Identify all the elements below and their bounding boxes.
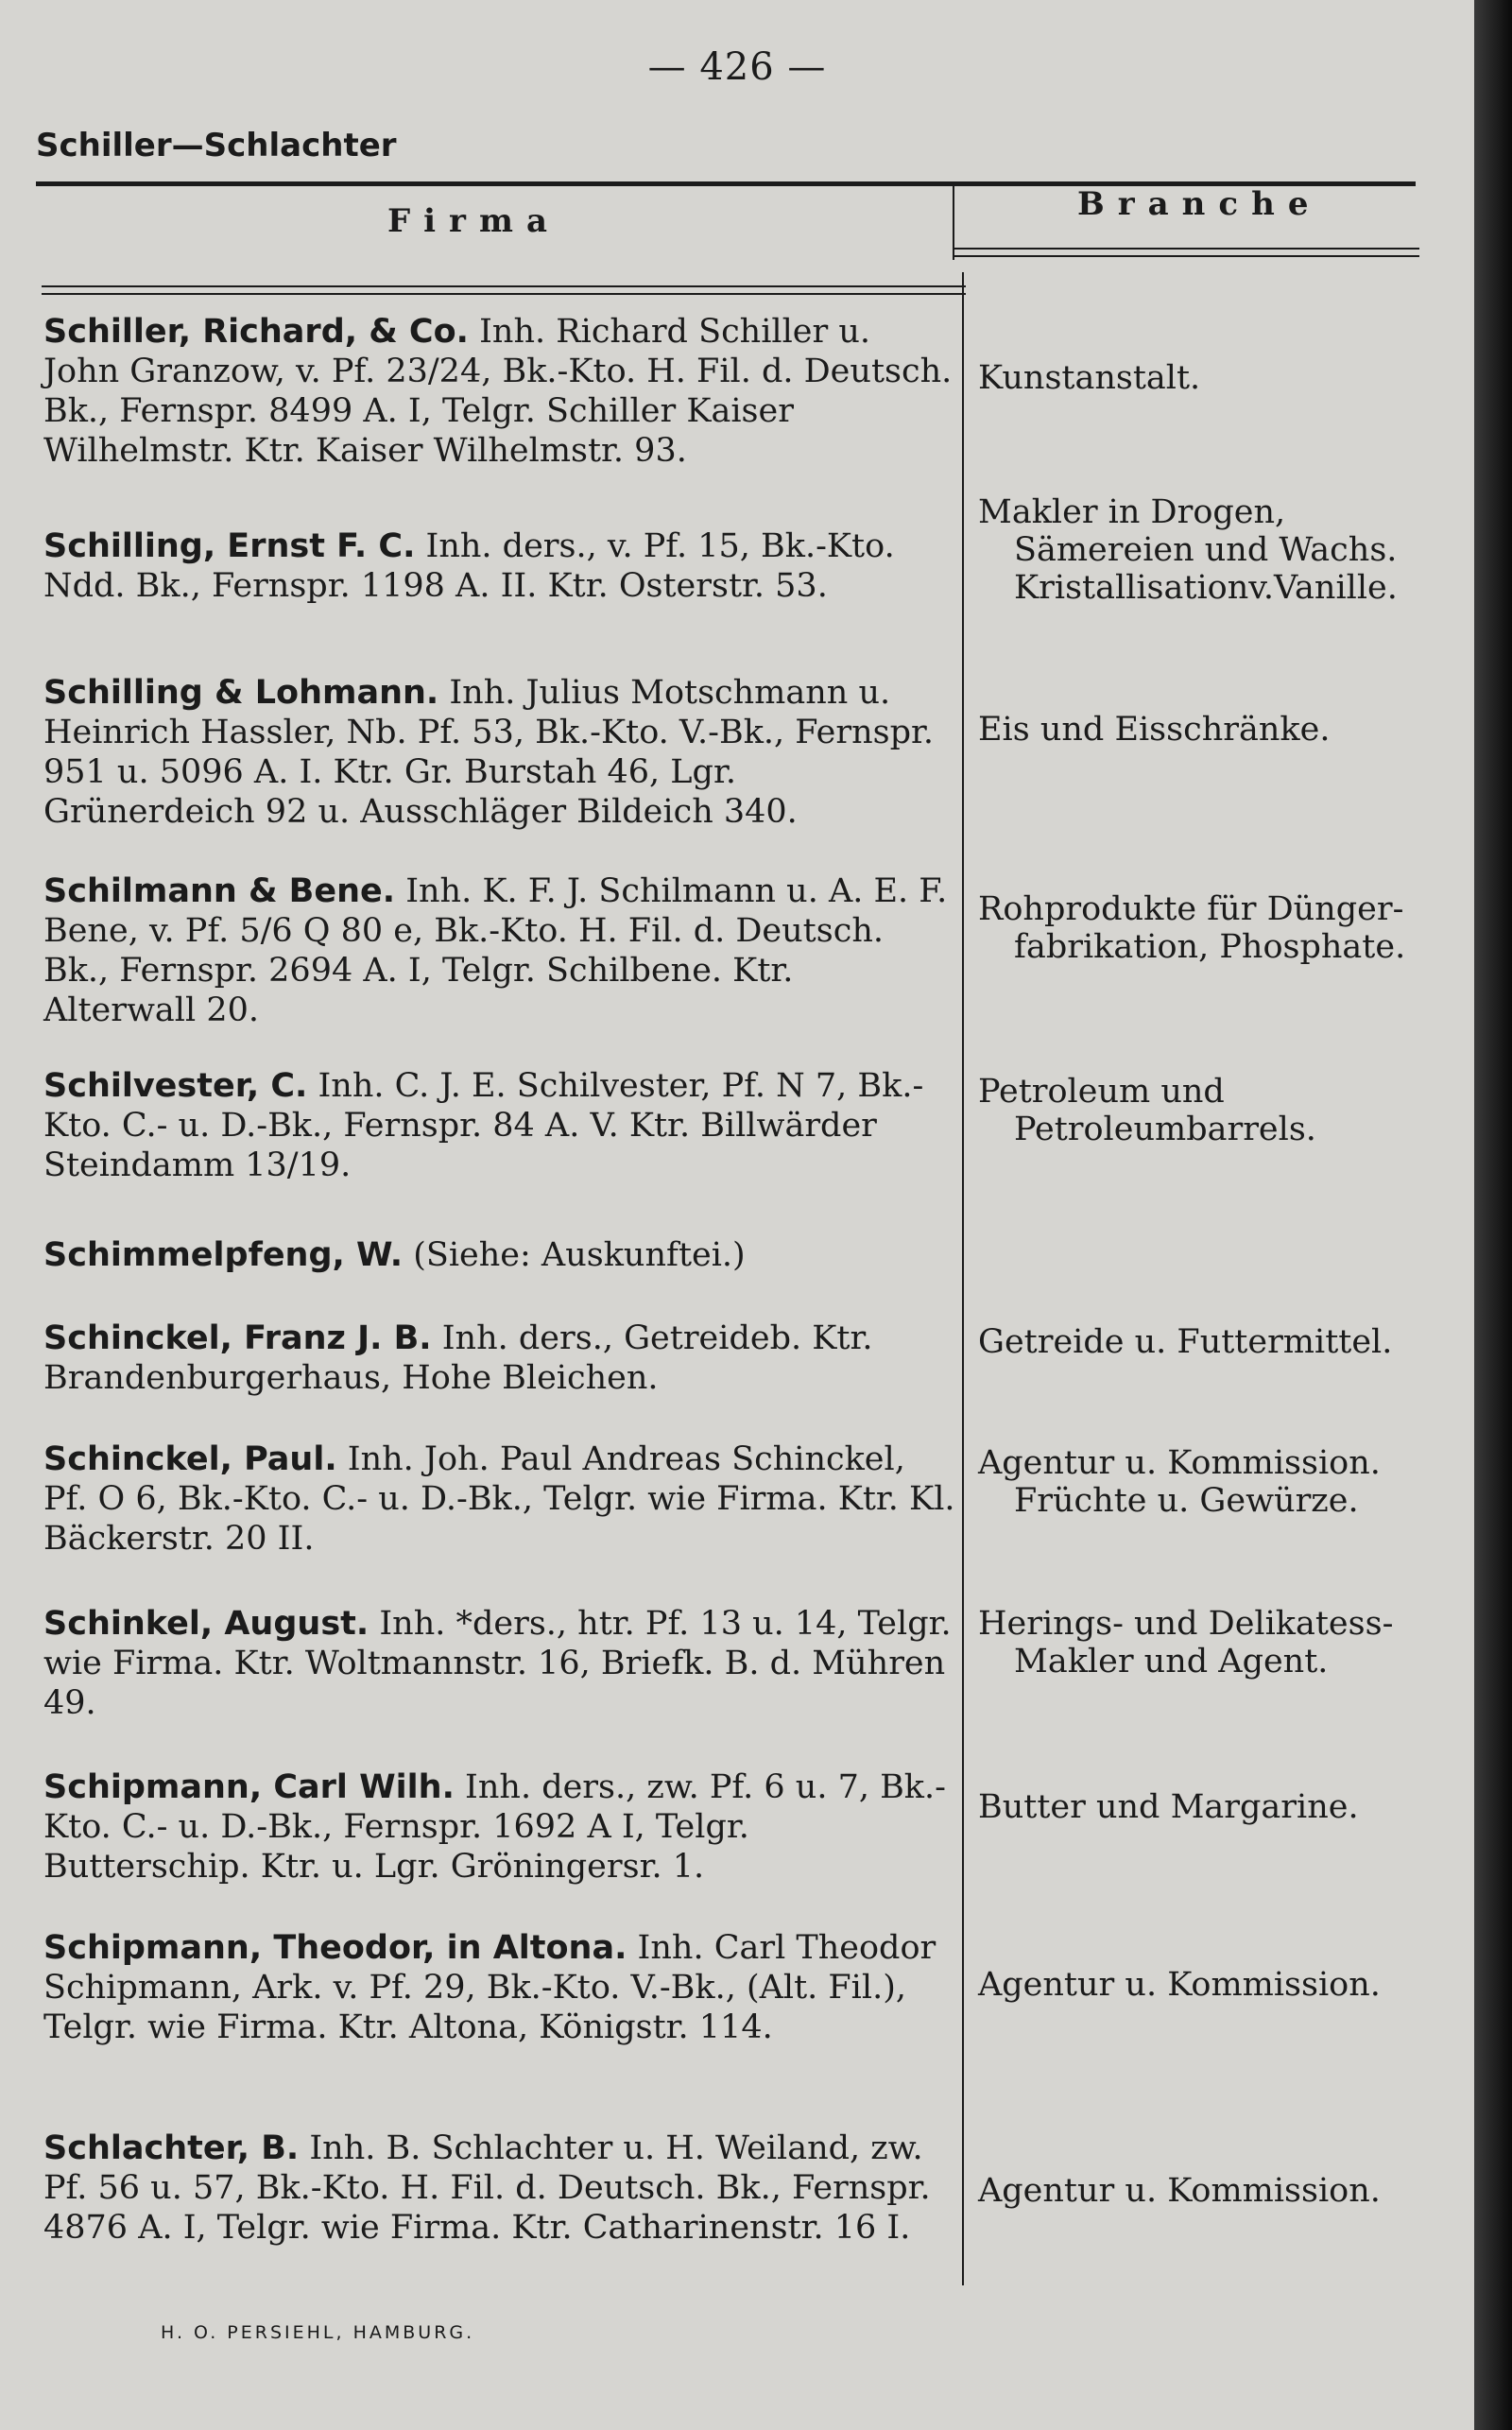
firm-name: Schipmann, Theodor, in Altona.	[43, 1929, 627, 1967]
printer-imprint: H. O. PERSIEHL, HAMBURG.	[161, 2322, 475, 2343]
firm-text	[43, 1235, 955, 1275]
branche-text	[978, 1323, 1460, 1361]
scan-edge-shadow	[1474, 0, 1512, 2430]
firm-name: Schilling & Lohmann.	[43, 674, 439, 712]
branche-line: Agentur u. Kommission.	[978, 1966, 1381, 2004]
firm-details: (Siehe: Auskunftei.)	[413, 1236, 746, 1274]
firm-text	[43, 871, 955, 1030]
header-double-rule-bottom	[953, 255, 1419, 257]
body-double-rule-bottom	[42, 293, 966, 295]
branche-line: Kristallisationv.Vanille.	[1014, 569, 1398, 607]
firm-details: Inh. ders., Getreideb. Ktr. Brandenburgerhaus, Hohe Bleichen.	[43, 1319, 873, 1397]
page-number: — 426 —	[647, 45, 827, 89]
column-head-branche: Branche	[1077, 185, 1322, 223]
branche-line: Herings- und Delikatess-	[978, 1605, 1394, 1643]
firm-text	[43, 1318, 955, 1398]
firm-text	[43, 526, 955, 606]
column-head-firma: Firma	[387, 202, 560, 240]
firm-text	[43, 2128, 955, 2248]
branche-line: Butter und Margarine.	[978, 1788, 1359, 1826]
firm-details: Inh. K. F. J. Schilmann u. A. E. F. Bene, v. Pf. 5/6 Q 80 e, Bk.-Kto. H. Fil. d. Deutsch. Bk., Fernspr. 2694 A. I, Telgr. Schilbene. Ktr. Alterwall 20.	[43, 872, 948, 1029]
branche-text	[978, 1444, 1460, 1520]
firm-name: Schinkel, August.	[43, 1605, 369, 1643]
branche-line: Sämereien und Wachs.	[1014, 531, 1398, 569]
branche-line: Kunstanstalt.	[978, 359, 1201, 397]
firm-details: Inh. Julius Motschmann u. Heinrich Hassler, Nb. Pf. 53, Bk.-Kto. V.-Bk., Fernspr. 951 u. 5096 A. I. Ktr. Gr. Burstah 46, Lgr. Grünerdeich 92 u. Ausschläger Bildeich 340.	[43, 674, 935, 831]
firm-text	[43, 1066, 955, 1185]
branche-text	[978, 493, 1460, 607]
branche-line: fabrikation, Phosphate.	[1014, 928, 1406, 966]
branche-line: Früchte u. Gewürze.	[1014, 1482, 1359, 1520]
firm-details: Inh. Carl Theodor Schipmann, Ark. v. Pf. 29, Bk.-Kto. V.-Bk., (Alt. Fil.), Telgr. wie Firma. Ktr. Altona, Königstr. 114.	[43, 1929, 936, 2046]
firm-details: Inh. *ders., htr. Pf. 13 u. 14, Telgr. wie Firma. Ktr. Woltmannstr. 16, Briefk. B. d. Mühren 49.	[43, 1605, 952, 1722]
firm-text	[43, 673, 955, 832]
firm-name: Schinckel, Franz J. B.	[43, 1319, 432, 1357]
firm-name: Schilling, Ernst F. C.	[43, 527, 416, 565]
body-double-rule-top	[42, 285, 966, 287]
firm-name: Schipmann, Carl Wilh.	[43, 1768, 455, 1806]
branche-line: Rohprodukte für Dünger-	[978, 890, 1404, 928]
firm-name: Schilmann & Bene.	[43, 872, 396, 910]
branche-text	[978, 1073, 1460, 1148]
firm-details: Inh. ders., zw. Pf. 6 u. 7, Bk.-Kto. C.- u. D.-Bk., Fernspr. 1692 A I, Telgr. Butterschip. Ktr. u. Lgr. Gröningersr. 1.	[43, 1768, 946, 1886]
firm-text	[43, 1928, 955, 2047]
branche-line: Petroleumbarrels.	[1014, 1111, 1316, 1148]
running-head: Schiller—Schlachter	[36, 127, 397, 164]
firm-name: Schinckel, Paul.	[43, 1440, 337, 1478]
firm-details: Inh. ders., v. Pf. 15, Bk.-Kto. Ndd. Bk., Fernspr. 1198 A. II. Ktr. Osterstr. 53.	[43, 527, 895, 605]
branche-text	[978, 2172, 1460, 2210]
firm-text	[43, 1439, 955, 1559]
branche-line: Eis und Eisschränke.	[978, 711, 1331, 749]
branche-text	[978, 1605, 1460, 1680]
branche-text	[978, 1788, 1460, 1826]
branche-text	[978, 359, 1460, 397]
firm-details: Inh. Richard Schiller u. John Granzow, v. Pf. 23/24, Bk.-Kto. H. Fil. d. Deutsch. Bk., Fernspr. 8499 A. I, Telgr. Schiller Kaiser Wilhelmstr. Ktr. Kaiser Wilhelmstr. 93.	[43, 313, 953, 470]
header-double-rule-top	[953, 248, 1419, 250]
firm-details: Inh. Joh. Paul Andreas Schinckel, Pf. O 6, Bk.-Kto. C.- u. D.-Bk., Telgr. wie Firma. Ktr. Kl. Bäckerstr. 20 II.	[43, 1440, 955, 1558]
firm-text	[43, 1604, 955, 1723]
branche-line: Agentur u. Kommission.	[978, 1444, 1381, 1482]
firm-text	[43, 312, 955, 471]
branche-text	[978, 711, 1460, 749]
firm-text	[43, 1767, 955, 1887]
branche-line: Getreide u. Futtermittel.	[978, 1323, 1393, 1361]
firm-name: Schilvester, C.	[43, 1067, 308, 1105]
branche-line: Makler und Agent.	[1014, 1643, 1329, 1680]
firm-name: Schlachter, B.	[43, 2129, 300, 2167]
branche-line: Agentur u. Kommission.	[978, 2172, 1381, 2210]
branche-text	[978, 1966, 1460, 2004]
branche-line: Petroleum und	[978, 1073, 1225, 1111]
branche-text	[978, 890, 1460, 966]
firm-name: Schiller, Richard, & Co.	[43, 313, 469, 351]
firm-name: Schimmelpfeng, W.	[43, 1236, 404, 1274]
body-column-divider	[962, 272, 964, 2285]
branche-line: Makler in Drogen,	[978, 493, 1286, 531]
firm-details: Inh. B. Schlachter u. H. Weiland, zw. Pf. 56 u. 57, Bk.-Kto. H. Fil. d. Deutsch. Bk., Fernspr. 4876 A. I, Telgr. wie Firma. Ktr. Catharinenstr. 16 I.	[43, 2129, 931, 2247]
firm-details: Inh. C. J. E. Schilvester, Pf. N 7, Bk.-Kto. C.- u. D.-Bk., Fernspr. 84 A. V. Ktr. Billwärder Steindamm 13/19.	[43, 1067, 924, 1184]
